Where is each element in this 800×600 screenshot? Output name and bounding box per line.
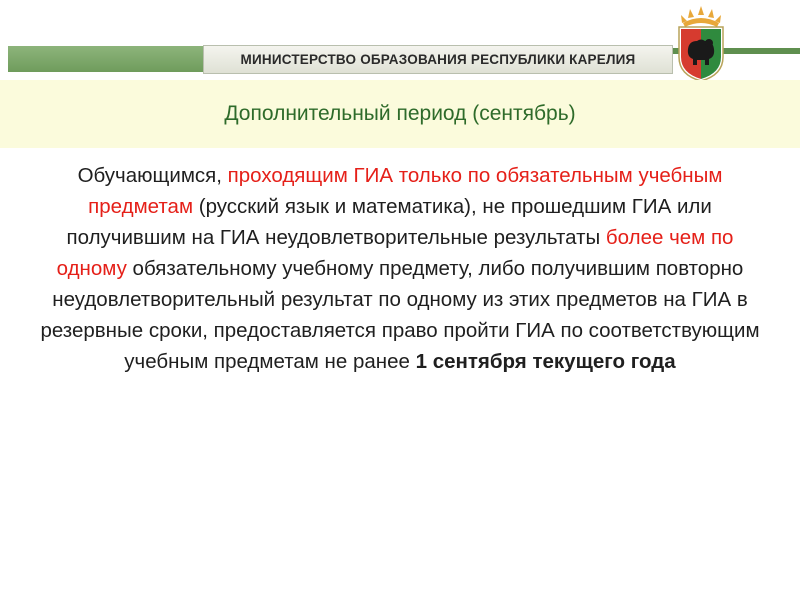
title-band — [0, 80, 800, 148]
ministry-banner — [203, 45, 673, 74]
main-paragraph — [40, 160, 760, 377]
paragraph-highlight: более чем по одному — [56, 226, 734, 280]
slide-title: Дополнительный период (сентябрь) — [224, 102, 576, 125]
karelia-coat-of-arms-icon — [671, 5, 731, 83]
paragraph-text: обязательному учебному предмету, либо получившим повторно неудовлетворительный результат по одному из этих предметов на ГИА в резервные сроки, предоставляется право пройти ГИА по соответствующим учебным предметам не ранее — [40, 257, 760, 373]
paragraph-date: 1 сентября текущего года — [415, 350, 676, 373]
paragraph-text: Обучающимся, — [77, 164, 228, 187]
ministry-name: МИНИСТЕРСТВО ОБРАЗОВАНИЯ РЕСПУБЛИКИ КАРЕЛИЯ — [240, 52, 636, 67]
paragraph-text: (русский язык и математика), не прошедшим ГИА или получившим на ГИА неудовлетворительные результаты — [66, 195, 712, 249]
paragraph-highlight: проходящим ГИА только по обязательным учебным предметам — [88, 164, 723, 218]
